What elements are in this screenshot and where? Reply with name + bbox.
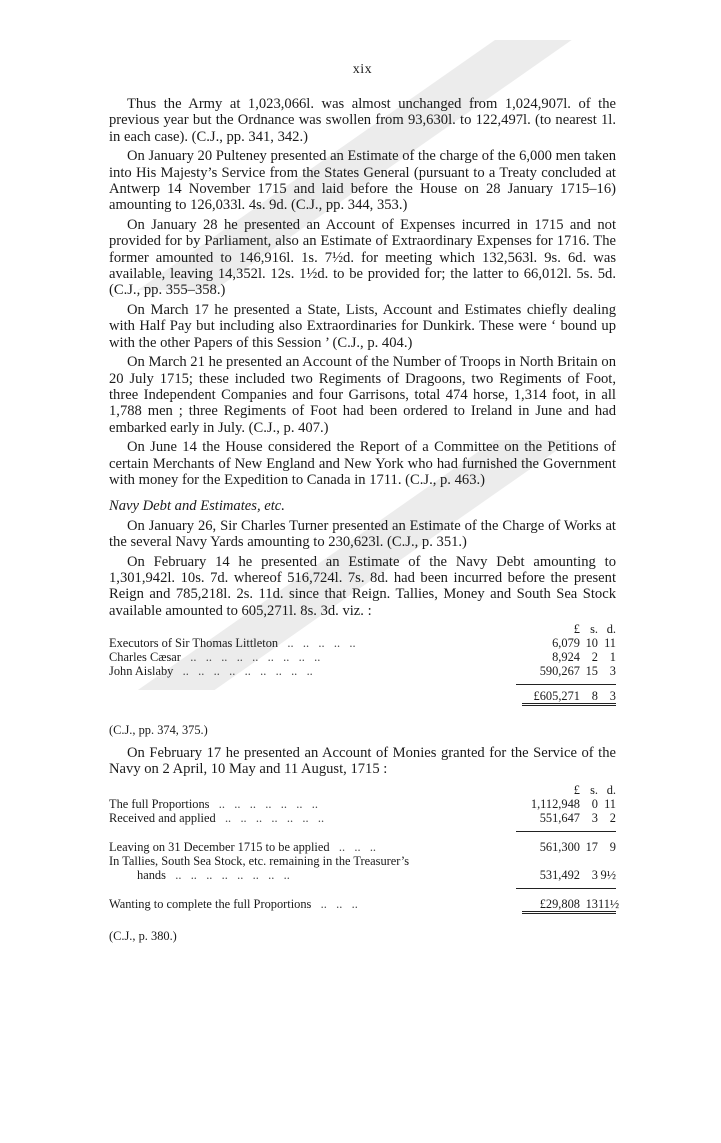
page-number: xix (352, 62, 373, 77)
navy-monies-table (109, 783, 620, 916)
table-total: £605,271 8 3 (109, 685, 616, 708)
table-row: Charles Cæsar .. .. .. .. .. .. .. .. .. 8,924 2 1 (109, 650, 616, 665)
table-row: Received and applied .. .. .. .. .. .. .. 551,647 3 2 (109, 811, 616, 826)
table-row: In Tallies, South Sea Stock, etc. remaining in the Treasurer’s (109, 854, 410, 869)
paragraph: On January 28 he presented an Account of Expenses incurred in 1715 and not provided for by Parliament, also an Estimate of Extraordinary Expenses for 1716. The former amounted to 146,916l. 1s. 7½d. for meeting which 132,563l. 9s. 6d. was available, leaving 14,352l. 12s. 1½d. to be provided for; the latter to 66,012l. 5s. 5d. (C.J., pp. 355–358.) (109, 216, 616, 299)
paragraph: On March 17 he presented a State, Lists, Account and Estimates chiefly dealing with Half Pay but including also Extraordinaries for Dunkirk. These were ‘ bound up with the other Papers of this Session ’ (C.J., p. 404.) (109, 301, 616, 351)
table-row: Leaving on 31 December 1715 to be applied .. .. .. 561,300 17 9 (109, 840, 616, 855)
table-total: Wanting to complete the full Proportions .. .. .. £29,808 13 11½ (109, 889, 616, 916)
section-heading: Navy Debt and Estimates, etc. (109, 498, 285, 515)
paragraph: Thus the Army at 1,023,066l. was almost unchanged from 1,024,907l. of the previous year but the Ordnance was swollen from 93,630l. to 122,497l. (to nearest 1l. in each case). (C.J., pp. 341, 342.) (109, 96, 616, 145)
body-text (109, 96, 620, 951)
navy-debt-table (109, 622, 616, 708)
source-citation: (C.J., p. 380.) (109, 929, 177, 944)
paragraph: On February 14 he presented an Estimate of the Navy Debt amounting to 1,301,942l. 10s. 7d. whereof 516,724l. 7s. 8d. had been incurred before the present Reign and 785,218l. 2s. 11d. since that Reign. Tallies, Money and South Sea Stock available amounted to 605,271l. 8s. 3d. viz. : (109, 553, 616, 619)
table-row: Executors of Sir Thomas Littleton .. .. .. .. .. 6,079 10 11 (109, 636, 616, 651)
table-header: £ s. d. (573, 622, 616, 637)
paragraph: On June 14 the House considered the Report of a Committee on the Petitions of certain Merchants of New England and New York who had furnished the Government with money for the Expedition to Canada in 1711. (C.J., p. 463.) (109, 439, 616, 488)
table-row: hands .. .. .. .. .. .. .. .. 531,492 3 9½ (137, 868, 616, 883)
table-row: The full Proportions .. .. .. .. .. .. .. 1,112,948 0 11 (109, 797, 616, 812)
source-citation: (C.J., pp. 374, 375.) (109, 723, 208, 738)
paragraph: On February 17 he presented an Account of Monies granted for the Service of the Navy on 2 April, 10 May and 11 August, 1715 : (109, 744, 616, 777)
table-row: John Aislaby .. .. .. .. .. .. .. .. .. 590,267 15 3 (109, 664, 616, 679)
paragraph: On March 21 he presented an Account of the Number of Troops in North Britain on 20 July 1715; these included two Regiments of Dragoons, two Regiments of Foot, three Independent Companies and four Garrisons, total 474 horse, 1,314 foot, in all 1,788 men ; three Regiments of Foot had been ordered to Ireland in June and had embarked early in July. (C.J., p. 407.) (109, 354, 616, 436)
paragraph: On January 20 Pulteney presented an Estimate of the charge of the 6,000 men taken into His Majesty’s Service from the States General (pursuant to a Treaty concluded at Antwerp 14 November 1715 and laid before the House on 28 January 1715–16) amounting to 126,033l. 4s. 9d. (C.J., pp. 344, 353.) (109, 148, 616, 214)
table-header: £ s. d. (573, 783, 616, 798)
paragraph: On January 26, Sir Charles Turner presented an Estimate of the Charge of Works at the several Navy Yards amounting to 230,623l. (C.J., p. 351.) (109, 517, 616, 551)
